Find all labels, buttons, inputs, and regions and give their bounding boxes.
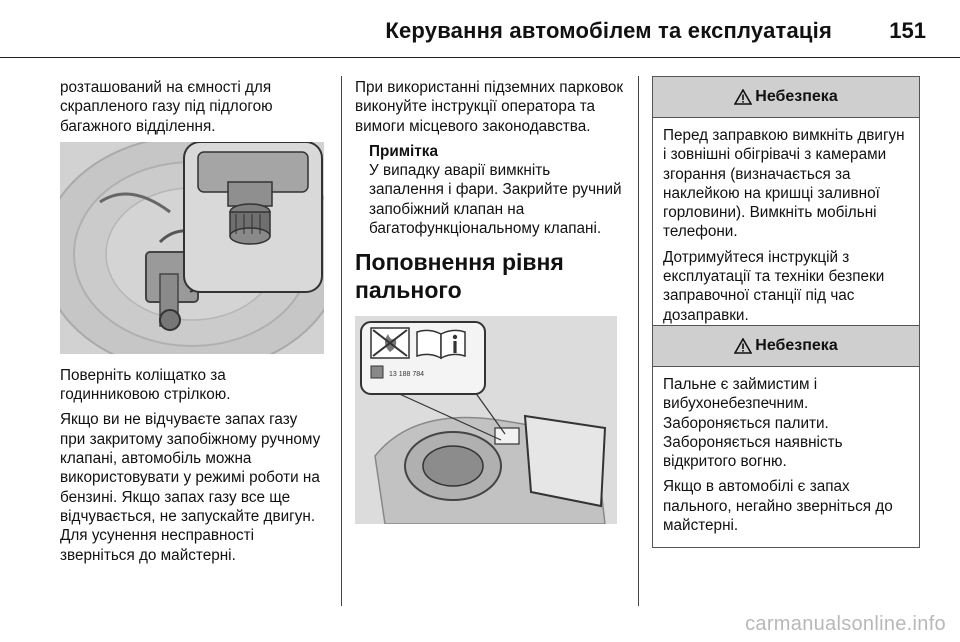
figure-code: 13 188 784 — [389, 371, 425, 379]
lpg-valve-illustration — [60, 142, 324, 354]
figure-lpg-valve — [60, 142, 324, 354]
page-number: 151 — [889, 18, 926, 43]
paragraph: Поверніть коліщатко за годинниковою стрілкою. — [60, 366, 231, 404]
note-text: У випадку аварії вимкніть запалення і фари. Закрийте ручний запобіжний клапан на багатофункціональному клапані. — [369, 162, 622, 238]
paragraph: Перед заправкою вимкніть двигун і зовнішні обігрівачі з камерами згорання (визначається за наклейкою на кришці заливної горловини). Вимкніть мобільні телефони. — [663, 127, 905, 241]
paragraph: Дотримуйтеся інструкцій з експлуатації та техніки безпеки заправочної станції під час дозаправки. — [663, 248, 885, 324]
warning-triangle-icon — [734, 89, 752, 105]
note-title: Примітка — [369, 142, 438, 160]
fuel-flap-illustration — [355, 316, 617, 524]
note-block — [369, 142, 627, 238]
danger-header — [653, 77, 919, 118]
info-icon — [453, 335, 457, 353]
paragraph: При використанні підземних парковок виконуйте інструкції оператора та вимоги місцевого законодавства. — [355, 79, 624, 135]
paragraph: Якщо ви не відчуваєте запах газу при закритому запобіжному ручному клапані, автомобіль можна використовувати у режимі роботи на бензині. Якщо запах газу все ще відчувається, не запускайте двигун. Для усунення несправності зверніться до майстерні. — [60, 411, 321, 564]
paragraph: Пальне є займистим і вибухонебезпечним. Забороняється палити. Забороняється наявність відкритого вогню. — [663, 376, 843, 471]
manual-book-icon — [417, 331, 465, 359]
column-divider — [638, 76, 639, 606]
watermark: carmanualsonline.info — [745, 613, 946, 635]
header-divider — [0, 57, 960, 58]
danger-title: Небезпека — [755, 88, 838, 106]
figure-fuel-flap — [355, 316, 617, 524]
column-middle — [355, 78, 627, 536]
danger-box — [652, 325, 920, 548]
page-title: Керування автомобілем та експлуатація — [385, 18, 832, 43]
danger-header — [653, 326, 919, 367]
column-divider — [341, 76, 342, 606]
danger-box — [652, 76, 920, 338]
danger-body — [653, 367, 919, 547]
danger-title: Небезпека — [755, 337, 838, 355]
paragraph: розташований на ємності для скрапленого газу під підлогою багажного відділення. — [60, 79, 273, 135]
column-left — [60, 78, 326, 571]
danger-body — [653, 118, 919, 337]
warning-triangle-icon — [734, 338, 752, 354]
paragraph: Якщо в автомобілі є запах пального, негайно зверніться до майстерні. — [663, 478, 893, 535]
no-fire-icon — [371, 328, 409, 358]
section-title: Поповнення рівня пального — [355, 249, 564, 304]
